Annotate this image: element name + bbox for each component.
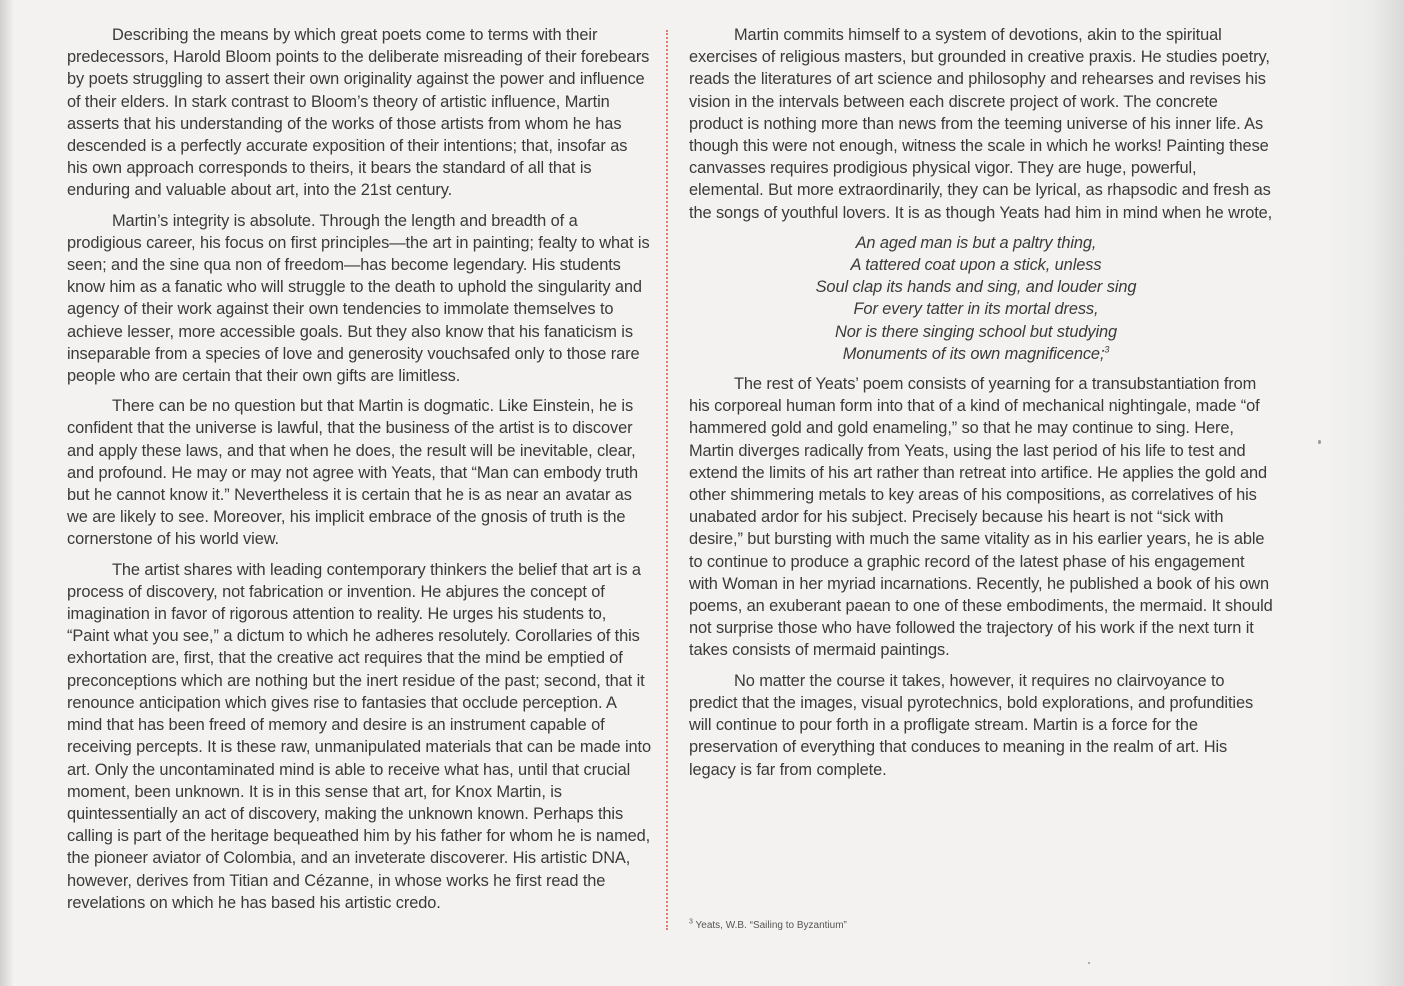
verse-line-text: Monuments of its own magnificence;	[842, 344, 1105, 363]
paragraph: There can be no question but that Martin is dogmatic. Like Einstein, he is confident that the universe is lawful, that the business of the artist is to discover and apply these laws, and that when he does, the result will be inevitable, clear, and profound. He may or may not agree with Yeats, that “Man can embody truth but he cannot know it.” Nevertheless it is certain that he is as near an avatar as we are likely to see. Moreover, his implicit embrace of the gnosis of truth is the cornerstone of his world view.	[67, 397, 638, 549]
verse-line-last	[689, 343, 1263, 365]
paragraph: The rest of Yeats’ poem consists of yearning for a transubstantiation from his corporeal human form into that of a kind of mechanical nightingale, made “of hammered gold and gold enameling,” so that he may continue to sing. Here, Martin diverges radically from Yeats, using the last period of his life to test and extend the limits of his art rather than retreat into artifice. He applies the gold and other shimmering metals to key areas of his compositions, as correlatives of his unabated ardor for his subject. Precisely because his heart is not “sick with desire,” but bursting with much the same vitality as in his earlier years, he is able to continue to produce a graphic record of the latest phase of his engagement with Woman in her myriad incarnations. Recently, he published a book of his own poems, an exuberant paean to one of these embodiments, the mermaid. It should not surprise those who have followed the trajectory of his work if the next turn it takes consists of mermaid paintings.	[689, 375, 1273, 660]
footnote	[689, 920, 847, 931]
left-column	[67, 24, 651, 922]
paragraph: Martin’s integrity is absolute. Through the length and breadth of a prodigious career, his focus on first principles—the art in painting; fealty to what is seen; and the sine qua non of freedom—has become legendary. His students know him as a fanatic who will struggle to the death to uphold the singularity and agency of their work against their own tendencies to immolate themselves to achieve lesser, more accessible goals. But they also know that his fanaticism is inseparable from a species of love and generosity vouchsafed only to those rare people who are certain that their own gifts are limitless.	[67, 211, 650, 386]
verse-line: Soul clap its hands and sing, and louder sing	[815, 278, 1137, 297]
page-gutter-shadow	[0, 0, 14, 986]
verse-line: For every tatter in its mortal dress,	[853, 300, 1099, 319]
paragraph: Describing the means by which great poets come to terms with their predecessors, Harold Bloom points to the deliberate misreading of their forebears by poets struggling to assert their own originality against the power and influence of their elders. In stark contrast to Bloom’s theory of artistic influence, Martin asserts that his understanding of the works of those artists from whom he has descended is a perfectly accurate exposition of their intentions; that, insofar as his own approach corresponds to theirs, it bears the standard of all that is enduring and valuable about art, into the 21st century.	[67, 26, 650, 200]
paragraph: Martin commits himself to a system of devotions, akin to the spiritual exercises of religious masters, but grounded in creative praxis. He studies poetry, reads the literatures of art science and philosophy and rehearses and revises his vision in the intervals between each discrete project of work. The concrete product is nothing more than news from the teeming universe of his inner life. As though this were not enough, witness the scale in which he works! Painting these canvasses requires prodigious physical vigor. They are huge, powerful, elemental. But more extraordinarily, they can be lyrical, as rhapsodic and fresh as the songs of youthful lovers. It is as though Yeats had him in mind when he wrote,	[689, 26, 1273, 222]
paper-speck	[1318, 440, 1321, 444]
poem-quote	[689, 232, 1273, 365]
paper-speck	[1088, 962, 1090, 964]
verse-line: A tattered coat upon a stick, unless	[850, 256, 1102, 275]
footnote-mark: 3	[689, 918, 693, 926]
page-edge	[1324, 0, 1404, 986]
verse-line: Nor is there singing school but studying	[834, 322, 1118, 341]
verse-line: An aged man is but a paltry thing,	[855, 233, 1097, 252]
right-column	[689, 24, 1273, 789]
paragraph: The artist shares with leading contemporary thinkers the belief that art is a process of discovery, not fabrication or invention. He abjures the concept of imagination in favor of rigorous attention to reality. He urges his students to, “Paint what you see,” a dictum to which he adheres resolutely. Corollaries of this exhortation are, first, that the creative act requires that the mind be emptied of preconceptions which are nothing but the inert residue of the past; second, that it renounce anticipation which gives rise to fantasies that occlude perception. A mind that has been freed of memory and desire is an instrument capable of receiving percepts. It is these raw, unmanipulated materials that can be made into art. Only the uncontaminated mind is able to receive what has, until that crucial moment, been unknown. It is in this sense that art, for Knox Martin, is quintessentially an act of discovery, making the unknown known. Perhaps this calling is part of the heritage bequeathed him by his father for whom he is named, the pioneer aviator of Colombia, and an inveterate discoverer. His artistic DNA, however, derives from Titian and Cézanne, in whose works he first read the revelations on which he has based his artistic credo.	[67, 560, 652, 912]
column-divider	[666, 30, 668, 930]
paragraph: No matter the course it takes, however, it requires no clairvoyance to predict that the images, visual pyrotechnics, bold explorations, and profundities will continue to pour forth in a profligate stream. Martin is a force for the preservation of everything that conduces to meaning in the realm of art. His legacy is far from complete.	[689, 671, 1254, 779]
footnote-reference: 3	[1104, 344, 1110, 355]
footnote-text: Yeats, W.B. “Sailing to Byzantium”	[695, 920, 847, 931]
